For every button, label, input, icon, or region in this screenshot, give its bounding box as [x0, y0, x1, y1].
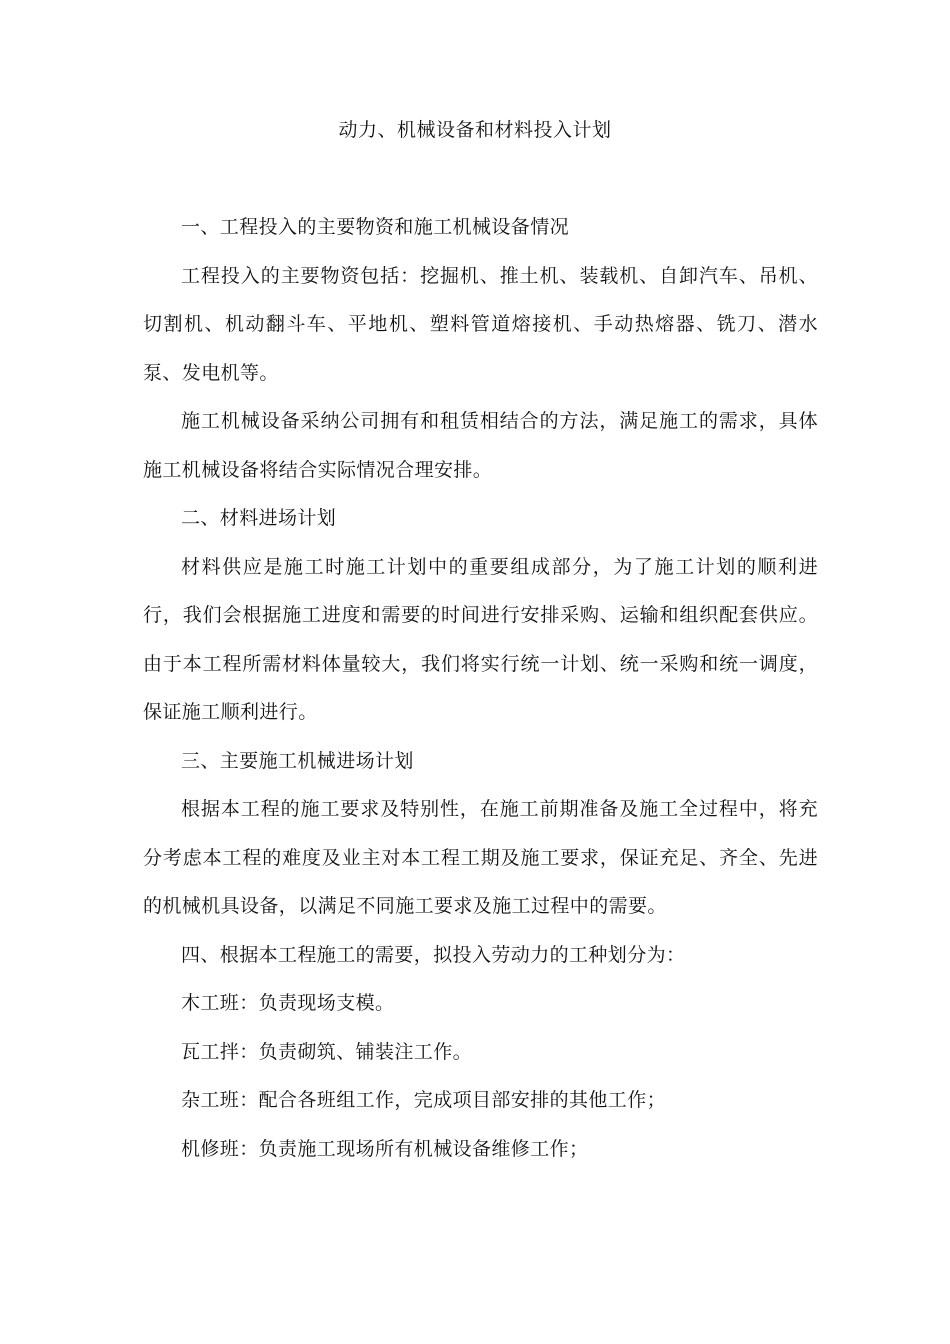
document-title: 动力、机械设备和材料投入计划: [338, 119, 612, 141]
paragraph-material-supply: 材料供应是施工时施工计划中的重要组成部分，为了施工计划的顺利进行，我们会根据施工进度和需要的时间进行安排采购、运输和组织配套供应。由于本工程所需材料体量较大，我们将实行统一计划、统一采购和统一调度，保证施工顺利进行。: [143, 555, 818, 723]
paragraph-equipment: 施工机械设备采纳公司拥有和租赁相结合的方法，满足施工的需求，具体施工机械设备将结合实际情况合理安排。: [143, 410, 818, 481]
section-heading-3: 三、主要施工机械进场计划: [181, 749, 414, 772]
section-heading-4: 四、根据本工程施工的需要，拟投入劳动力的工种划分为：: [181, 943, 686, 966]
paragraph-machinery-plan: 根据本工程的施工要求及特别性，在施工前期准备及施工全过程中，将充分考虑本工程的难度及业主对本工程工期及施工要求，保证充足、齐全、先进的机械机具设备，以满足不同施工要求及施工过程中的需要。: [143, 798, 818, 917]
document-body: [143, 203, 818, 1173]
list-item-maintenance: 机修班：负责施工现场所有机械设备维修工作；: [181, 1137, 589, 1160]
paragraph-materials: 工程投入的主要物资包括：挖掘机、推土机、装载机、自卸汽车、吊机、切割机、机动翻斗车、平地机、塑料管道熔接机、手动热熔器、铣刀、潜水泵、发电机等。: [143, 264, 818, 384]
section-heading-1: 一、工程投入的主要物资和施工机械设备情况: [181, 216, 570, 238]
list-item-carpentry: 木工班：负责现场支模。: [181, 992, 395, 1014]
section-heading-2: 二、材料进场计划: [181, 507, 337, 529]
list-item-masonry: 瓦工拌：负责砌筑、铺装注工作。: [181, 1040, 473, 1063]
list-item-general-labor: 杂工班：配合各班组工作，完成项目部安排的其他工作；: [181, 1089, 667, 1111]
